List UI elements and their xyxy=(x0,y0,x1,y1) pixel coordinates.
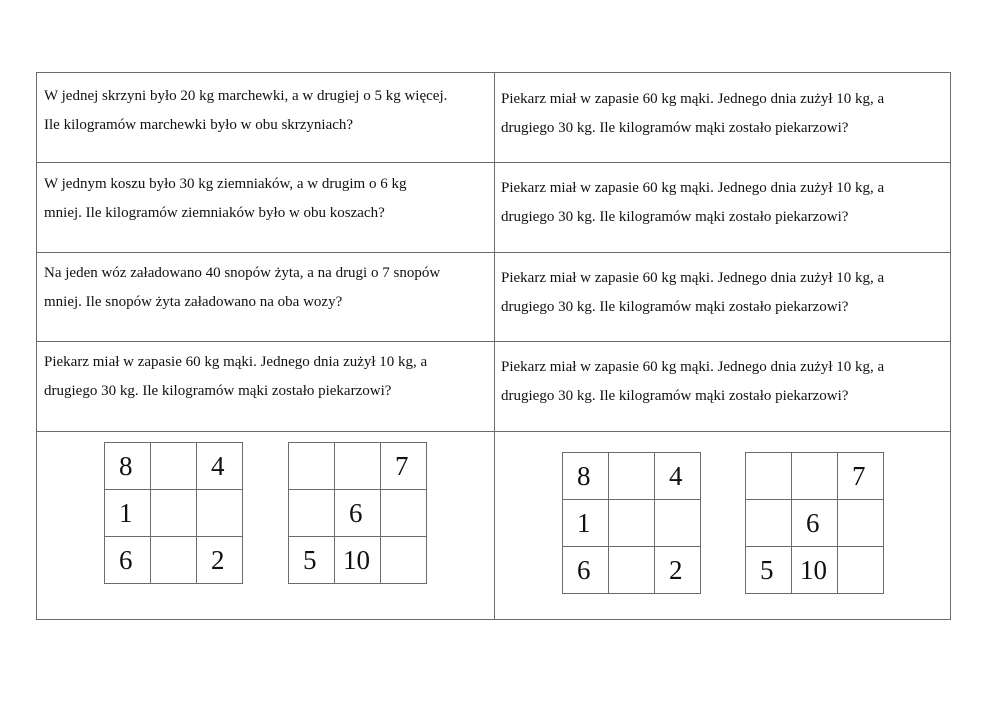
task-text-line: drugiego 30 kg. Ile kilogramów mąki zostało piekarzowi? xyxy=(501,299,849,315)
grid-cell: 10 xyxy=(792,547,838,594)
task-right-3 xyxy=(501,264,884,322)
grid-cell: 7 xyxy=(838,453,884,500)
grid-cell xyxy=(289,490,335,537)
task-text-line: Piekarz miał w zapasie 60 kg mąki. Jednego dnia zużył 10 kg, a xyxy=(501,180,885,196)
grid-cell: 10 xyxy=(335,537,381,584)
grid-cell xyxy=(838,547,884,594)
task-text-line: mniej. Ile kilogramów ziemniaków było w obu koszach? xyxy=(44,205,385,221)
grid-cell: 6 xyxy=(792,500,838,547)
task-text-line: drugiego 30 kg. Ile kilogramów mąki zostało piekarzowi? xyxy=(501,388,849,404)
grid-cell: 4 xyxy=(197,443,243,490)
row-divider xyxy=(37,341,950,342)
grid-cell xyxy=(746,500,792,547)
row-divider xyxy=(37,162,950,163)
grid-cell xyxy=(289,443,335,490)
grid-cell xyxy=(197,490,243,537)
grid-cell: 4 xyxy=(655,453,701,500)
worksheet-table xyxy=(36,72,951,620)
grid-cell: 8 xyxy=(563,453,609,500)
number-grid-a xyxy=(562,452,701,594)
grid-cell xyxy=(792,453,838,500)
column-divider xyxy=(494,73,495,619)
task-text-line: Ile kilogramów marchewki było w obu skrzyniach? xyxy=(44,117,354,133)
grid-cell: 7 xyxy=(381,443,427,490)
task-right-1 xyxy=(501,85,884,143)
task-right-4 xyxy=(501,353,884,411)
grid-cell xyxy=(335,443,381,490)
grid-cell: 1 xyxy=(563,500,609,547)
grid-cell xyxy=(609,453,655,500)
grid-cell: 6 xyxy=(105,537,151,584)
grid-cell xyxy=(151,443,197,490)
task-text-line: drugiego 30 kg. Ile kilogramów mąki zostało piekarzowi? xyxy=(501,209,849,225)
task-text-line: Piekarz miał w zapasie 60 kg mąki. Jednego dnia zużył 10 kg, a xyxy=(501,359,885,375)
grid-cell xyxy=(746,453,792,500)
task-left-2 xyxy=(44,170,406,228)
grid-cell: 2 xyxy=(655,547,701,594)
task-text-line: drugiego 30 kg. Ile kilogramów mąki zostało piekarzowi? xyxy=(44,383,392,399)
task-text-line: W jednej skrzyni było 20 kg marchewki, a w drugiej o 5 kg więcej. xyxy=(44,88,448,104)
task-left-1 xyxy=(44,82,447,140)
task-text-line: Na jeden wóz załadowano 40 snopów żyta, a na drugi o 7 snopów xyxy=(44,265,441,281)
grid-cell xyxy=(381,537,427,584)
grid-cell: 1 xyxy=(105,490,151,537)
number-grid-b xyxy=(745,452,884,594)
task-text-line: Piekarz miał w zapasie 60 kg mąki. Jednego dnia zużył 10 kg, a xyxy=(501,270,885,286)
number-grid-a xyxy=(104,442,243,584)
grid-cell xyxy=(151,490,197,537)
row-divider xyxy=(37,431,950,432)
grid-cell xyxy=(609,547,655,594)
grid-cell xyxy=(381,490,427,537)
task-text-line: Piekarz miał w zapasie 60 kg mąki. Jednego dnia zużył 10 kg, a xyxy=(501,91,885,107)
grid-cell: 5 xyxy=(289,537,335,584)
grid-cell xyxy=(151,537,197,584)
grid-cell: 5 xyxy=(746,547,792,594)
number-grid-b xyxy=(288,442,427,584)
grid-cell: 6 xyxy=(335,490,381,537)
task-left-3 xyxy=(44,259,440,317)
grid-cell: 6 xyxy=(563,547,609,594)
grid-cell xyxy=(655,500,701,547)
task-text-line: drugiego 30 kg. Ile kilogramów mąki zostało piekarzowi? xyxy=(501,120,849,136)
task-text-line: Piekarz miał w zapasie 60 kg mąki. Jednego dnia zużył 10 kg, a xyxy=(44,354,428,370)
task-text-line: W jednym koszu było 30 kg ziemniaków, a w drugim o 6 kg xyxy=(44,176,407,192)
task-right-2 xyxy=(501,174,884,232)
grid-cell xyxy=(838,500,884,547)
grid-cell: 8 xyxy=(105,443,151,490)
grid-cell xyxy=(609,500,655,547)
task-text-line: mniej. Ile snopów żyta załadowano na oba wozy? xyxy=(44,294,343,310)
grid-cell: 2 xyxy=(197,537,243,584)
task-left-4 xyxy=(44,348,427,406)
row-divider xyxy=(37,252,950,253)
